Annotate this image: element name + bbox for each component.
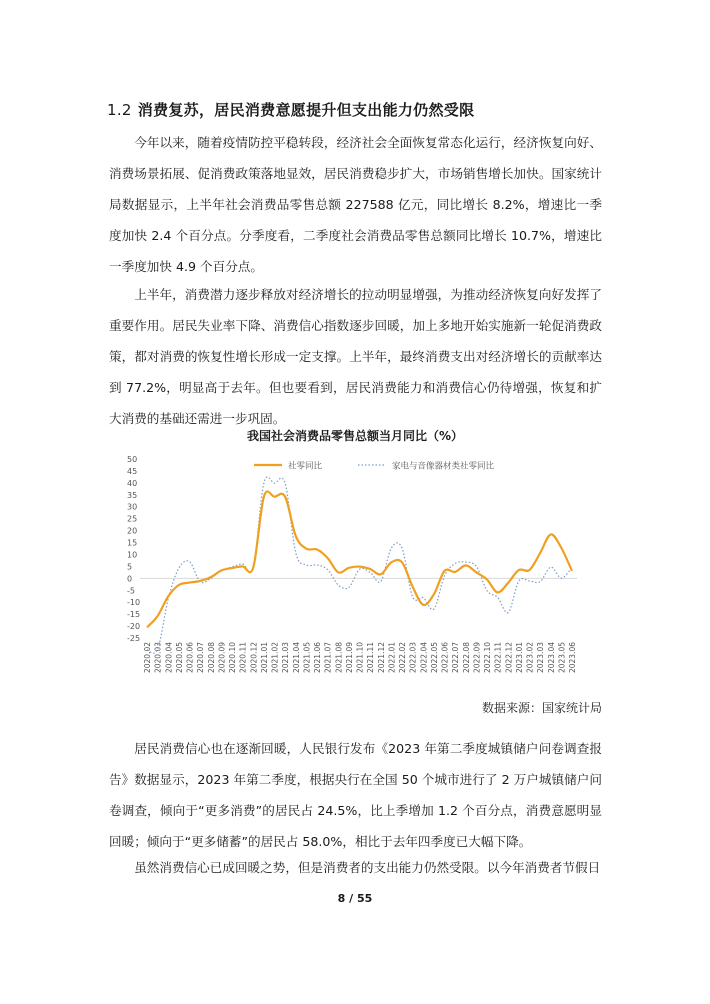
x-tick-label: 2021.07 [323,642,333,674]
x-tick-label: 2022.09 [472,642,482,674]
legend-label-retail-sales: 社零同比 [288,461,323,472]
x-tick-label: 2020.04 [164,642,174,674]
x-tick-label: 2022.08 [461,642,471,674]
y-tick-label: -10 [127,598,141,608]
paragraph-1: 今年以来，随着疫情防控平稳转段，经济社会全面恢复常态化运行，经济恢复向好、消费场景拓展、促消费政策落地显效，居民消费稳步扩大，市场销售增长加快。国家统计局数据显示，上半年社会消费品零售总额 227588 亿元，同比增长 8.2%，增速比一季度加快 2.4 个百分点。分季度看，二季度社会消费品零售总额同比增长 10.7%，增速比一季度加快 4.9 个百分点。 [109,135,602,274]
x-tick-label: 2022.06 [440,642,450,674]
line-chart [0,445,710,695]
series-line-retail-sales [147,491,572,627]
y-tick-label: 10 [127,550,138,560]
x-tick-label: 2021.12 [376,642,386,674]
x-tick-label: 2021.02 [270,642,280,674]
legend-label-appliance-sales: 家电与音像器材类社零同比 [392,461,495,472]
section-title: 消费复苏，居民消费意愿提升但支出能力仍然受限 [137,101,475,119]
x-tick-label: 2021.03 [281,642,291,674]
y-tick-label: 45 [127,466,138,476]
y-tick-label: 30 [127,502,138,512]
x-tick-label: 2020.07 [196,642,206,674]
data-source: 数据来源：国家统计局 [481,701,602,715]
x-tick-label: 2020.06 [185,642,195,674]
x-tick-label: 2020.03 [153,642,163,674]
y-tick-label: 35 [127,490,138,500]
y-tick-label: 40 [127,478,138,488]
series-line-appliance-sales [147,477,572,653]
x-tick-label: 2022.02 [398,642,407,674]
x-axis [143,642,577,673]
paragraph-3: 居民消费信心也在逐渐回暖，人民银行发布《2023 年第二季度城镇储户问卷调查报告》数据显示，2023 年第二季度，根据央行在全国 50 个城市进行了 2 万户城镇储户问卷调查，倾向于“更多消费”的居民占 24.5%，比上季增加 1.2 个百分点，消费意愿明显回暖；倾向于“更多储蓄”的居民占 58.0%，相比于去年四季度已大幅下降。 [109,741,602,849]
x-tick-label: 2021.06 [313,642,322,674]
y-tick-label: 15 [127,538,138,548]
x-tick-label: 2023.02 [525,642,535,674]
x-tick-label: 2021.09 [344,642,354,674]
x-tick-label: 2023.06 [568,642,577,674]
x-tick-label: 2022.01 [387,642,397,674]
x-tick-label: 2023.01 [514,642,524,674]
section-heading [107,99,474,120]
y-axis [127,455,577,643]
x-tick-label: 2021.01 [259,642,269,674]
x-tick-label: 2022.04 [419,642,429,674]
y-tick-label: -20 [127,622,141,632]
x-tick-label: 2020.09 [217,642,227,674]
section-number: 1.2 [107,101,132,119]
x-tick-label: 2020.12 [249,642,259,674]
x-tick-label: 2022.11 [493,642,503,674]
x-tick-label: 2021.11 [366,642,376,674]
x-tick-label: 2021.10 [355,642,365,674]
x-tick-label: 2020.02 [143,642,152,674]
y-tick-label: 50 [127,455,138,464]
x-tick-label: 2023.04 [546,642,556,674]
x-tick-label: 2021.08 [334,642,344,674]
x-tick-label: 2023.05 [557,642,567,674]
x-tick-label: 2022.03 [408,642,418,674]
page-number: 8 / 55 [337,892,373,905]
x-tick-label: 2020.08 [206,642,216,674]
y-tick-label: 5 [127,562,133,572]
y-tick-label: 20 [127,526,138,536]
paragraph-4: 虽然消费信心已成回暖之势，但是消费者的支出能力仍然受限。以今年消费者节假日 [134,860,601,875]
x-tick-label: 2020.10 [228,642,237,674]
x-tick-label: 2023.03 [536,642,546,674]
x-tick-label: 2020.11 [238,642,248,674]
chart-legend [254,461,495,472]
x-tick-label: 2022.10 [483,642,492,674]
series-lines [147,477,572,653]
x-tick-label: 2020.05 [174,642,184,674]
y-tick-label: 0 [127,574,133,584]
y-tick-label: -15 [127,610,141,620]
x-tick-label: 2021.05 [302,642,312,674]
y-tick-label: 25 [127,514,138,524]
x-tick-label: 2022.05 [429,642,439,674]
y-tick-label: -5 [127,586,135,596]
x-tick-label: 2021.04 [291,642,301,674]
paragraph-2: 上半年，消费潜力逐步释放对经济增长的拉动明显增强，为推动经济恢复向好发挥了重要作用。居民失业率下降、消费信心指数逐步回暖，加上多地开始实施新一轮促消费政策，都对消费的恢复性增长形成一定支撑。上半年，最终消费支出对经济增长的贡献率达到 77.2%，明显高于去年。但也要看到，居民消费能力和消费信心仍待增强，恢复和扩大消费的基础还需进一步巩固。 [109,287,602,426]
chart-title: 我国社会消费品零售总额当月同比（%） [246,429,464,443]
y-tick-label: -25 [127,634,141,643]
x-tick-label: 2022.07 [451,642,461,674]
x-tick-label: 2022.12 [504,642,514,674]
